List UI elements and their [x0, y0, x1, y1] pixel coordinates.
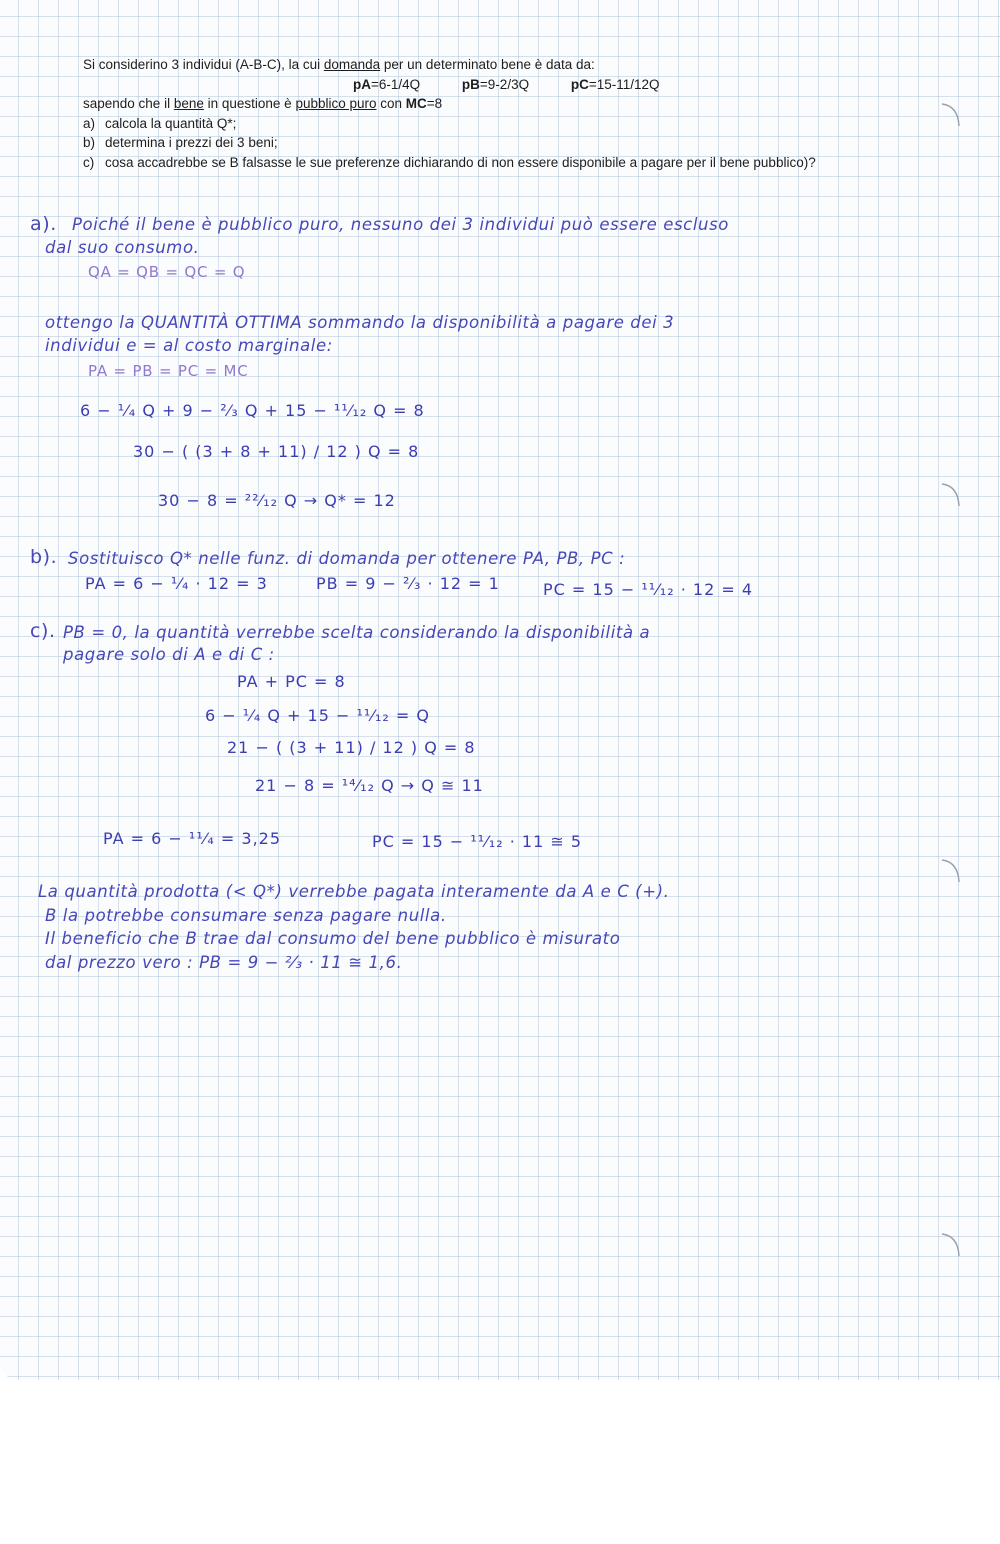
binder-ring-mark — [940, 856, 962, 890]
question-c: c) cosa accadrebbe se B falsasse le sue preferenze dichiarando di non essere disponibile a pagare per il bene pubblico)? — [83, 154, 816, 170]
solution-c-line1: PB = 0, la quantità verrebbe scelta considerando la disponibilità a — [63, 623, 651, 642]
solution-a-line4: individui e = al costo marginale: — [45, 336, 333, 355]
binder-ring-mark — [940, 1230, 962, 1264]
solution-c-price-a: PA = 6 − ¹¹⁄₄ = 3,25 — [103, 829, 282, 848]
conclusion-line4: dal prezzo vero : PB = 9 − ²⁄₃ · 11 ≅ 1,6. — [45, 953, 403, 972]
solution-a-quantity-equality: QA = QB = QC = Q — [88, 263, 246, 281]
solution-a-equation-3: 30 − 8 = ²²⁄₁₂ Q → Q* = 12 — [158, 491, 396, 510]
problem-intro: Si considerino 3 individui (A-B-C), la cui domanda per un determinato bene è data da: — [83, 57, 595, 72]
conclusion-line1: La quantità prodotta (< Q*) verrebbe pagata interamente da A e C (+). — [38, 882, 670, 901]
solution-b-price-a: PA = 6 − ¹⁄₄ · 12 = 3 — [85, 574, 268, 593]
conclusion-line2: B la potrebbe consumare senza pagare nulla. — [45, 906, 447, 925]
demand-equation-b: pB=9-2/3Q — [461, 76, 530, 92]
solution-a-price-equality: PA = PB = PC = MC — [88, 362, 249, 380]
solution-b-price-c: PC = 15 − ¹¹⁄₁₂ · 12 = 4 — [543, 580, 754, 599]
solution-a-line3: ottengo la QUANTITÀ OTTIMA sommando la disponibilità a pagare dei 3 — [45, 313, 675, 332]
solution-c-equation-2: 21 − ( (3 + 11) / 12 ) Q = 8 — [227, 738, 476, 757]
solution-a-equation-2: 30 − ( (3 + 8 + 11) / 12 ) Q = 8 — [133, 442, 420, 461]
solution-b-marker: b). — [30, 546, 58, 568]
conclusion-line3: Il beneficio che B trae dal consumo del bene pubblico è misurato — [45, 929, 621, 948]
binder-ring-mark — [940, 480, 962, 514]
solution-a-marker: a). — [30, 213, 57, 235]
solution-c-line2: pagare solo di A e di C : — [63, 645, 275, 664]
problem-statement — [83, 55, 943, 172]
solution-b-price-b: PB = 9 − ²⁄₃ · 12 = 1 — [316, 574, 500, 593]
solution-c-equation-0: PA + PC = 8 — [237, 672, 346, 691]
demand-equation-a: pA=6-1/4Q — [353, 76, 421, 92]
question-a: a) calcola la quantità Q*; — [83, 115, 237, 131]
question-b: b) determina i prezzi dei 3 beni; — [83, 135, 278, 150]
demand-equations — [83, 75, 943, 95]
solution-a-equation-1: 6 − ¹⁄₄ Q + 9 − ²⁄₃ Q + 15 − ¹¹⁄₁₂ Q = 8 — [80, 401, 425, 420]
solution-c-equation-3: 21 − 8 = ¹⁴⁄₁₂ Q → Q ≅ 11 — [255, 776, 484, 795]
binder-ring-mark — [940, 100, 962, 134]
solution-a-line2: dal suo consumo. — [45, 238, 200, 257]
solution-c-price-c: PC = 15 − ¹¹⁄₁₂ · 11 ≅ 5 — [372, 832, 583, 851]
solution-b-line1: Sostituisco Q* nelle funz. di domanda per ottenere PA, PB, PC : — [68, 549, 626, 568]
solution-c-equation-1: 6 − ¹⁄₄ Q + 15 − ¹¹⁄₁₂ = Q — [205, 706, 430, 725]
demand-equation-c: pC=15-11/12Q — [570, 76, 660, 92]
solution-c-marker: c). — [30, 620, 56, 642]
solution-a-line1: Poiché il bene è pubblico puro, nessuno dei 3 individui può essere escluso — [72, 215, 729, 234]
problem-context: sapendo che il bene in questione è pubblico puro con MC=8 — [83, 96, 443, 111]
